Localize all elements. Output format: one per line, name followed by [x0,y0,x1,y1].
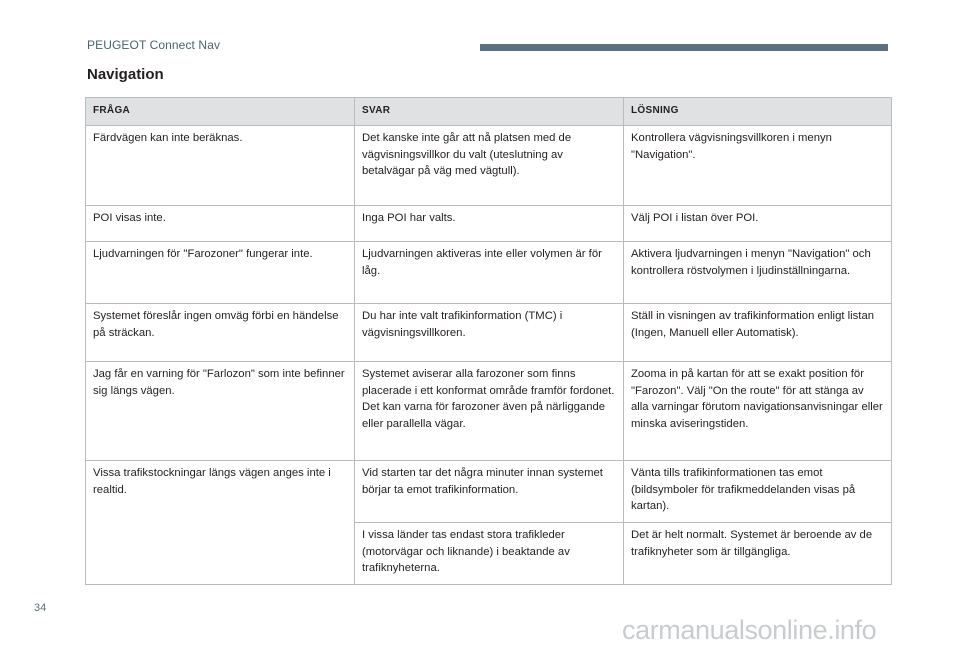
table-header-row [86,98,892,126]
solution-cell: Zooma in på kartan för att se exakt position för "Farozon". Välj "On the route" för att stänga av alla varningar förutom navigationsanvisningar eller minska aviseringstiden. [624,362,892,461]
watermark: carmanualsonline.info [622,615,877,645]
table-row [86,242,892,304]
column-header-question: FRÅGA [86,98,355,126]
answer-cell: Du har inte valt trafikinformation (TMC) i vägvisningsvillkoren. [355,304,624,362]
page-number: 34 [34,602,47,614]
header-title: PEUGEOT Connect Nav [87,38,221,52]
solution-cell: Välj POI i listan över POI. [624,206,892,242]
table-row [86,126,892,206]
table-row [86,304,892,362]
answer-cell: Ljudvarningen aktiveras inte eller volymen är för låg. [355,242,624,304]
answer-cell: Systemet aviserar alla farozoner som finns placerade i ett konformat område framför fordonet. Det kan varna för farozoner även på närliggande eller parallella vägar. [355,362,624,461]
table-row [86,461,892,523]
faq-table [85,97,892,585]
solution-cell: Vänta tills trafikinformationen tas emot (bildsymboler för trafikmeddelanden visas på kartan). [624,461,892,523]
table-row [86,206,892,242]
answer-cell: I vissa länder tas endast stora trafikleder (motorvägar och liknande) i beaktande av trafiknyheterna. [355,523,624,585]
header-bar [480,44,888,51]
question-cell: Vissa trafikstockningar längs vägen anges inte i realtid. [86,461,355,585]
question-cell: Färdvägen kan inte beräknas. [86,126,355,206]
solution-cell: Kontrollera vägvisningsvillkoren i menyn "Navigation". [624,126,892,206]
question-cell: Systemet föreslår ingen omväg förbi en händelse på sträckan. [86,304,355,362]
question-cell: POI visas inte. [86,206,355,242]
answer-cell: Vid starten tar det några minuter innan systemet börjar ta emot trafikinformation. [355,461,624,523]
answer-cell: Det kanske inte går att nå platsen med de vägvisningsvillkor du valt (uteslutning av betalvägar på väg med vägtull). [355,126,624,206]
solution-cell: Det är helt normalt. Systemet är beroende av de trafiknyheter som är tillgängliga. [624,523,892,585]
table-row [86,362,892,461]
column-header-answer: SVAR [355,98,624,126]
question-cell: Ljudvarningen för "Farozoner" fungerar inte. [86,242,355,304]
section-title: Navigation [87,66,164,83]
question-cell: Jag får en varning för "Farlozon" som inte befinner sig längs vägen. [86,362,355,461]
column-header-solution: LÖSNING [624,98,892,126]
solution-cell: Ställ in visningen av trafikinformation enligt listan (Ingen, Manuell eller Automatisk). [624,304,892,362]
solution-cell: Aktivera ljudvarningen i menyn "Navigation" och kontrollera röstvolymen i ljudinställningarna. [624,242,892,304]
answer-cell: Inga POI har valts. [355,206,624,242]
